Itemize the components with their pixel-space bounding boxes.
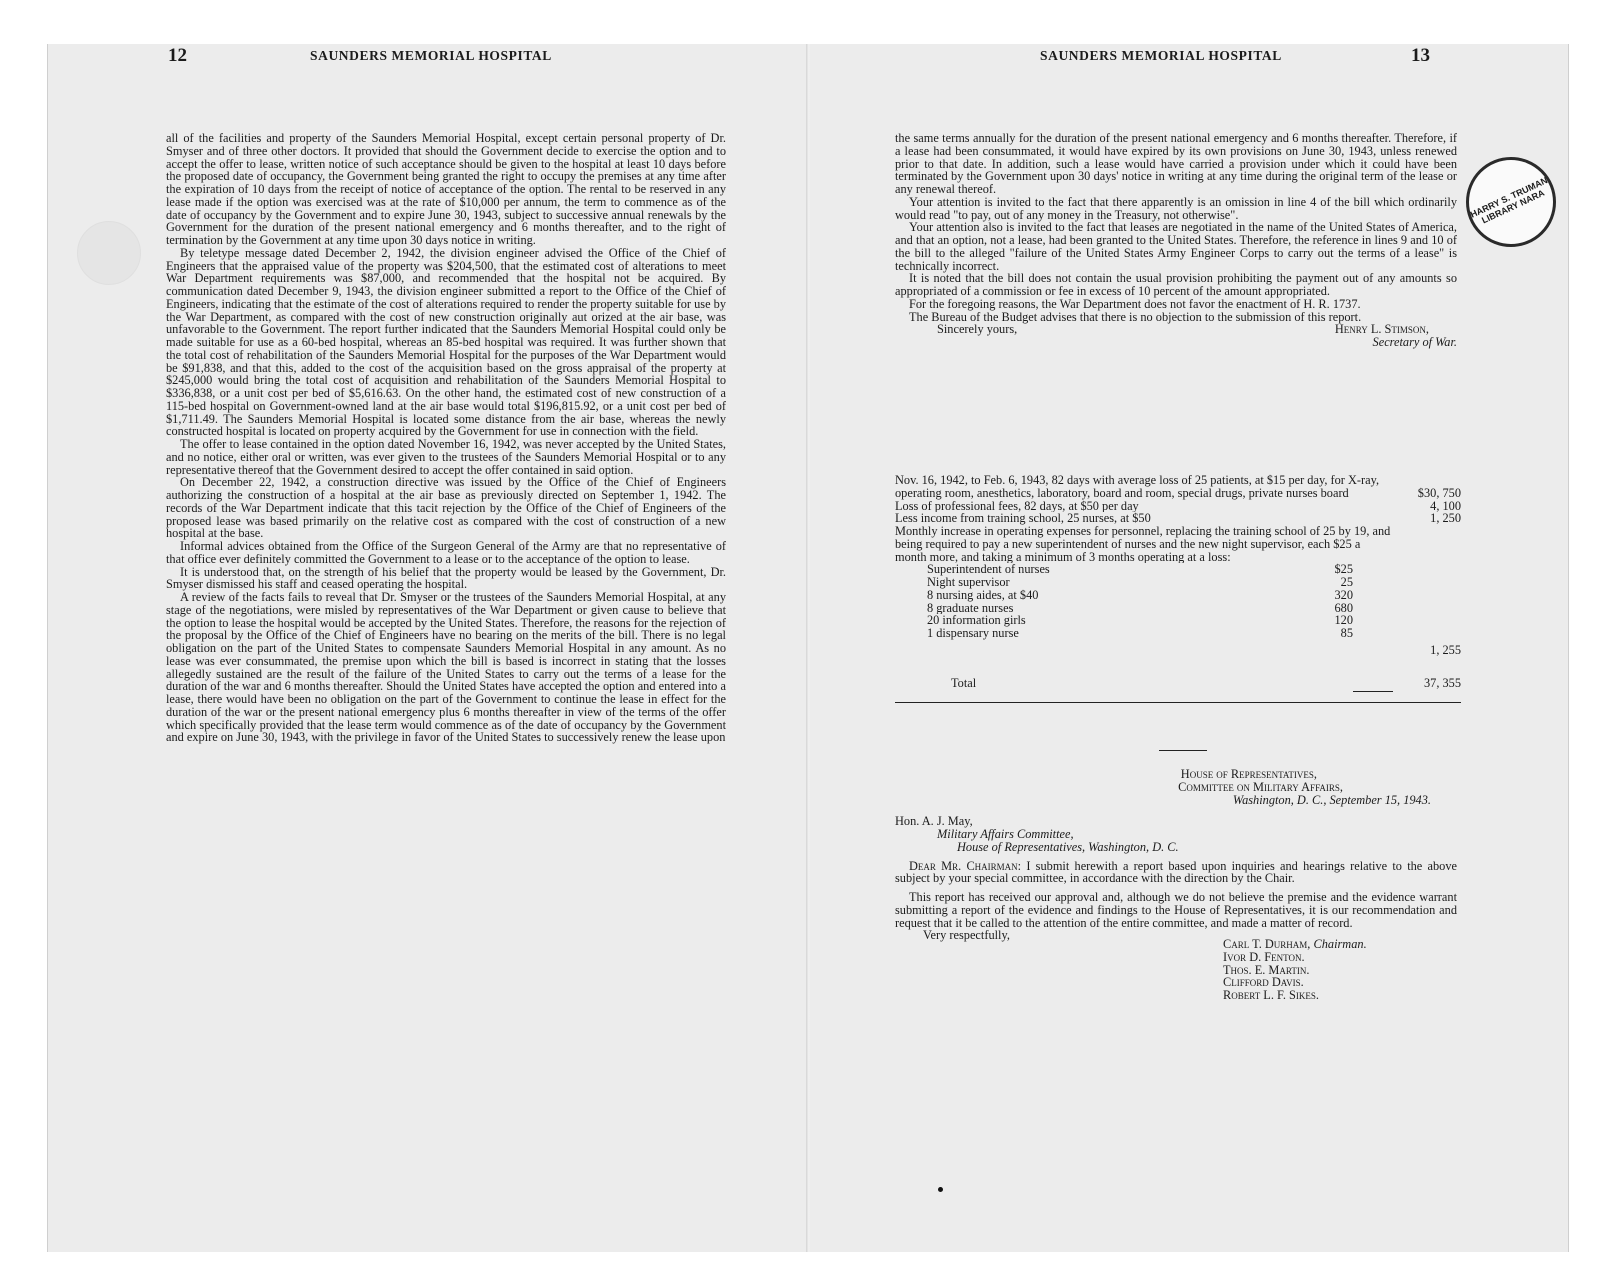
left-body-text — [166, 132, 726, 744]
personnel-row — [895, 589, 1461, 602]
signatories — [895, 938, 1457, 1002]
paragraph: all of the facilities and property of the Saunders Memorial Hospital, except certain personal property of Dr. Smyser and of three other doctors. It provided that should the Government decide to exercise the option and to accept the offer to lease, written notice of such acceptance should be given to the hospital at least 10 days before the proposed date of occupancy, the Government being granted the right to occupy the premises at any time after the expiration of 10 days from the receipt of notice of acceptance of the option. The rental to be reserved in any lease made if the option was exercised was at the rate of $10,000 per annum, the term to commence as of the date of occupancy by the Government and to expire June 30, 1943, subject to successive annual renewals by the Government for the duration of the present national emergency and 6 months thereafter, and to the right of termination by the Government at any time upon 30 days notice in writing. — [166, 131, 726, 247]
signer-title: Secretary of War. — [1372, 334, 1457, 349]
row-amount: 320 — [1334, 587, 1353, 602]
total-label: Total — [951, 676, 977, 690]
truman-library-stamp — [1466, 157, 1556, 247]
signatory: Clifford Davis. — [1223, 975, 1304, 990]
paragraph: A review of the facts fails to reveal that Dr. Smyser or the trustees of the Saunders Memorial Hospital, at any stage of the negotiations, were misled by representatives of the War Department or given cause to believe that the option to lease the hospital would be accepted by the United States. Therefore, the reasons for the rejection of the proposal by the Office of the Chief of Engineers have no bearing on the merits of the bill. There is no legal obligation on the part of the United States to compensate Saunders Memorial Hospital in any amount. As no lease was ever consummated, the premise upon which the bill is based is incorrect in stating that the losses allegedly sustained are the result of the failure of the United States to carry out the terms of a lease for the duration of the war and 6 months thereafter. Should the United States have accepted the option and entered into a lease, there would have been no obligation on the part of the Government to continue the lease in effect for the duration of the war or the present national emergency plus 6 months thereafter in view of the terms of the offer which specifically provided that the lease term would commence as of the date of occupancy by the Government and expire on June 30, 1943, with the privilege in favor of the United States to successively renew the lease upon — [166, 590, 726, 745]
paragraph: It is understood that, on the strength of his belief that the property would be leased by the Government, Dr. Smyser dismissed his staff and ceased operating the hospital. — [166, 564, 726, 592]
signatory — [1223, 938, 1457, 951]
table-row — [895, 512, 1461, 525]
personnel-row — [895, 614, 1461, 627]
paragraph: For the foregoing reasons, the War Department does not favor the enactment of H. R. 1737. — [909, 296, 1361, 311]
table-row — [895, 500, 1461, 513]
row-label: Superintendent of nurses — [927, 563, 1050, 576]
paragraph: On December 22, 1942, a construction directive was issued by the Office of the Chief of Engineers authorizing the construction of a hospital at the air base as previously directed on September 1, 1942. The records of the War Department indicate that this tacit rejection by the Office of the Chief of Engineers of the proposed lease was based primarily on the relative cost as compared with the cost of construction of a new hospital at the base. — [166, 475, 726, 541]
closing: Sincerely yours, — [937, 322, 1018, 337]
row-label: 1 dispensary nurse — [927, 627, 1019, 640]
monthly-intro: Monthly increase in operating expenses for personnel, replacing the training school of 25 by 19, and being required to pay a new superintendent of nurses and the new night supervisor, each $25 a month more, and taking a minimum of 3 months operating at a loss: — [895, 525, 1391, 564]
left-running-head: SAUNDERS MEMORIAL HOSPITAL — [310, 48, 552, 63]
left-page-number: 12 — [168, 45, 187, 66]
personnel-total-row — [895, 644, 1461, 657]
signer-name: Henry L. Stimson, — [1334, 322, 1429, 336]
paragraph: Your attention is invited to the fact that there apparently is an omission in line 4 of the bill which ordinarily would read "to pay, out of any money in the Treasury, not otherwise". — [895, 194, 1457, 222]
grand-total: 37, 355 — [1423, 675, 1461, 690]
signatory: Thos. E. Martin. — [1223, 962, 1310, 977]
table-row — [895, 474, 1461, 500]
row-amount: 25 — [1340, 575, 1353, 589]
paragraph — [895, 860, 1457, 886]
row-label: Less income from training school, 25 nurses, at $50 — [895, 512, 1151, 525]
personnel-row — [895, 576, 1461, 589]
ink-dot — [938, 1187, 943, 1192]
right-body-text — [895, 132, 1457, 349]
personnel-row — [895, 602, 1461, 615]
personnel-row — [895, 627, 1461, 640]
row-label: 8 graduate nurses — [927, 601, 1014, 615]
letter-date: Washington, D. C., September 15, 1943. — [1232, 792, 1431, 807]
row-label: 20 information girls — [927, 614, 1026, 627]
right-running-head: SAUNDERS MEMORIAL HOSPITAL — [1040, 48, 1282, 63]
letterhead-line: House of Representatives, — [1180, 767, 1317, 781]
paragraph: It is noted that the bill does not contain the usual provision prohibiting the payment out of any amounts so appropriated of a commission or fee in excess of 10 percent of the amount appropriated. — [895, 271, 1457, 298]
paragraph: By teletype message dated December 2, 1942, the division engineer advised the Office of the Chief of Engineers that the appraised value of the property was $204,500, that the estimated cost of alterations to meet War Department requirements was $87,000, and recommended that the hospital not be acquired. By communication dated December 9, 1943, the division engineer submitted a report to the Office of the Chief of Engineers, indicating that the estimate of the cost of alterations required to render the property suitable for use by the War Department, as compared with the cost of new construction originally aut orized at the air base, was unfavorable to the Government. The report further indicated that the Saunders Memorial Hospital could only be made suitable for use as a 60-bed hospital, whereas an 85-bed hospital was required. It was further shown that the total cost of rehabilitation of the Saunders Memorial Hospital for the purposes of the War Department would be $91,838, and that this, added to the cost of the acquisition based on the gross appraisal of the property at $245,000 would bring the total cost of acquisition and rehabilitation of the Saunders Memorial Hospital to $336,838, or a unit cost per bed of $5,616.63. On the other hand, the estimated cost of new construction of a 115-bed hospital on Government-owned land at the air base would total $196,815.92, or a unit cost per bed of $1,711.49. The Saunders Memorial Hospital is located some distance from the air base, whereas the newly constructed hospital is located on property acquired by the Government for use in connection with the field. — [166, 245, 726, 439]
letterhead-line: Committee on Military Affairs, — [1178, 779, 1343, 794]
signatory: Ivor D. Fenton. — [1223, 949, 1305, 964]
addressee-name: Hon. A. J. May, — [895, 814, 973, 829]
letter-text: I submit herewith a report based upon inquiries and hearings relative to the above subject by your special committee, in accordance with the direction by the Chair. — [895, 858, 1457, 886]
right-page-number: 13 — [1411, 45, 1430, 66]
paragraph: The Bureau of the Budget advises that there is no objection to the submission of this report. — [909, 309, 1362, 324]
paragraph: The offer to lease contained in the option dated November 16, 1942, was never accepted by the United States, and no notice, either oral or written, was ever given to the trustees of the Saunders Memorial Hospital or to any representative thereof that the Government desired to accept the offer contained in said option. — [166, 437, 726, 477]
losses-table — [895, 474, 1461, 689]
row-amount: $25 — [1334, 562, 1353, 577]
personnel-row — [895, 563, 1461, 576]
committee-letter — [895, 768, 1457, 1002]
signatory-role: Chairman. — [1313, 937, 1367, 951]
grand-total-row — [895, 677, 1461, 690]
stamp-text: HARRY S. TRUMAN LIBRARY NARA — [1468, 175, 1550, 226]
signatory: Robert L. F. Sikes. — [1223, 988, 1319, 1002]
section-divider — [1159, 750, 1207, 751]
total-rule — [895, 702, 1461, 703]
row-label: 8 nursing aides, at $40 — [927, 588, 1039, 602]
addressee-line: House of Representatives, Washington, D. C. — [957, 839, 1179, 854]
signatory-name: Carl T. Durham, — [1223, 937, 1311, 951]
row-amount: 680 — [1334, 600, 1353, 615]
row-amount: 1, 250 — [1430, 511, 1461, 526]
subtotal-rule — [1353, 691, 1393, 692]
paragraph: Informal advices obtained from the Office of the Surgeon General of the Army are that no representative of that office ever definitely committed the Government to a lease or to the acceptance of the option to lease. — [166, 539, 726, 566]
spacer — [895, 644, 1401, 657]
paragraph: This report has received our approval and, although we do not believe the premise and the evidence warrant submitting a report of the evidence and findings to the House of Representatives, it is our recommendation and request that it be called to the attention of the entire committee, and made a matter of record. — [895, 890, 1457, 930]
row-amount: 120 — [1334, 613, 1353, 628]
row-label: Nov. 16, 1942, to Feb. 6, 1943, 82 days with average loss of 25 patients, at $15 per day, for X-ray, operating room, anesthetics, laboratory, board and room, special drugs, private nurses board — [895, 474, 1380, 500]
row-amount: 4, 100 — [1430, 498, 1461, 513]
paragraph: Your attention also is invited to the fact that leases are negotiated in the name of the United States of America, and that an option, not a lease, had been granted to the United States. Therefore, the reference in lines 9 and 10 of the bill to the alleged "failure of the United States Army Engineer Corps to carry out the terms of a lease" is technically incorrect. — [895, 220, 1457, 273]
table-row — [895, 525, 1461, 563]
letter-closing: Very respectfully, — [923, 928, 1010, 943]
faded-library-stamp — [77, 221, 141, 285]
personnel-total: 1, 255 — [1430, 642, 1461, 657]
row-amount: 85 — [1340, 626, 1353, 640]
row-label: Night supervisor — [927, 576, 1010, 589]
addressee-line: Military Affairs Committee, — [937, 827, 1074, 841]
paragraph: the same terms annually for the duration of the present national emergency and 6 months thereafter. Therefore, if a lease had been consummated, it would have expired by its own provisions on June 30, 1943, unless renewed prior to that date. In addition, such a lease would have carried a provision under which it could have been terminated by the Government upon 30 days' notice in writing at any time during the original term of the lease or any renewal thereof. — [895, 131, 1457, 196]
row-label: Loss of professional fees, 82 days, at $50 per day — [895, 499, 1139, 513]
row-amount: $30, 750 — [1417, 485, 1461, 500]
salutation: Dear Mr. Chairman: — [909, 858, 1022, 873]
